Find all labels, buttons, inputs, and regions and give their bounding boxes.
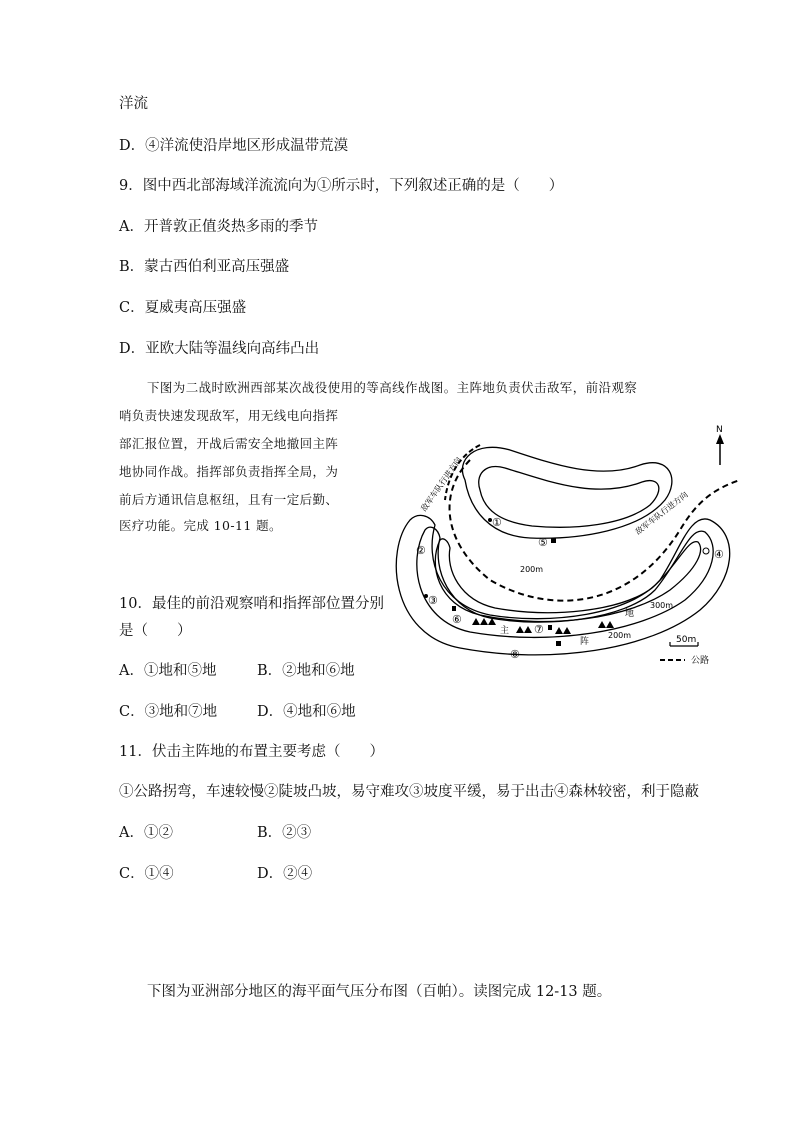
main-position-char: 阵 [580, 637, 590, 647]
q9-option-d: D．亚欧大陆等温线向高纬凸出 [119, 341, 320, 357]
scale-label: 50m [676, 635, 697, 645]
contour-label: 300m [650, 601, 674, 610]
site-5-flag [551, 538, 556, 543]
passage-line: 下图为二战时欧洲西部某次战役使用的等高线作战图。主阵地负责伏击敌军，前沿观察 [147, 380, 638, 395]
q11-option-d: D．②④ [257, 866, 313, 882]
question-10-cont: 是（ ） [119, 623, 192, 639]
passage-line: 医疗功能。完成 10-11 题。 [119, 518, 282, 533]
q10-option-c: C．③地和⑦地 [119, 704, 218, 720]
question-10: 10．最佳的前沿观察哨和指挥部位置分别 [119, 596, 384, 612]
site-7: ⑦ [534, 623, 544, 636]
enemy-direction-right: 敌军车队行进方向 [633, 490, 690, 537]
option-d-prev: D．④洋流使沿岸地区形成温带荒漠 [119, 138, 349, 154]
contour-battle-map [380, 420, 760, 680]
north-arrow-head [716, 434, 724, 444]
site-1: ① [492, 516, 502, 529]
site-2: ② [416, 544, 426, 557]
passage-line: 地协同作战。指挥部负责指挥全局，为 [119, 464, 339, 479]
north-label: N [716, 425, 723, 435]
question-9: 9．图中西北部海域洋流流向为①所示时，下列叙述正确的是（ ） [119, 178, 564, 194]
site-5: ⑤ [538, 536, 548, 549]
passage-line: 前后方通讯信息枢纽，且有一定后勤、 [119, 492, 339, 507]
site-3-dot [424, 594, 428, 598]
contour-label: 200m [608, 631, 632, 640]
q10-option-a: A．①地和⑤地 [119, 663, 217, 679]
main-position-char: 地 [625, 609, 635, 619]
main-position-char: 主 [500, 626, 510, 636]
q9-option-b: B．蒙古西伯利亚高压强盛 [119, 259, 290, 275]
q11-statements: ①公路拐弯，车速较慢②陡坡凸坡，易守难攻③坡度平缓，易于出击④森林较密，利于隐蔽 [119, 784, 699, 800]
site-1-dot [488, 518, 492, 522]
site-4-dot [703, 548, 709, 554]
road [450, 460, 740, 601]
contour-north-inner [479, 467, 659, 528]
site-4: ④ [714, 548, 724, 561]
q10-option-d: D．④地和⑥地 [257, 704, 356, 720]
enemy-direction-left: 敌军车队行进方向 [419, 455, 464, 514]
passage-line: 部汇报位置，开战后需安全地撤回主阵 [119, 436, 339, 451]
site-6-flag [452, 606, 456, 611]
q10-option-b: B．②地和⑥地 [257, 663, 355, 679]
q9-option-a: A．开普敦正值炎热多雨的季节 [119, 219, 318, 235]
text-line: 洋流 [119, 96, 148, 112]
q11-option-b: B．②③ [257, 825, 312, 841]
q11-option-c: C．①④ [119, 866, 174, 882]
site-7-flag [548, 625, 552, 630]
site-3: ③ [428, 594, 438, 607]
site-8-flag [556, 641, 561, 646]
site-8: ⑧ [510, 648, 520, 661]
site-6: ⑥ [452, 613, 462, 626]
footer-passage: 下图为亚洲部分地区的海平面气压分布图（百帕）。读图完成 12-13 题。 [147, 984, 612, 1000]
question-11: 11．伏击主阵地的布置主要考虑（ ） [119, 744, 384, 760]
contour-label: 200m [520, 565, 544, 574]
q9-option-c: C．夏威夷高压强盛 [119, 300, 247, 316]
passage-line: 哨负责快速发现敌军，用无线电向指挥 [119, 408, 339, 423]
q11-option-a: A．①② [119, 825, 173, 841]
road-legend-label: 公路 [691, 656, 710, 666]
